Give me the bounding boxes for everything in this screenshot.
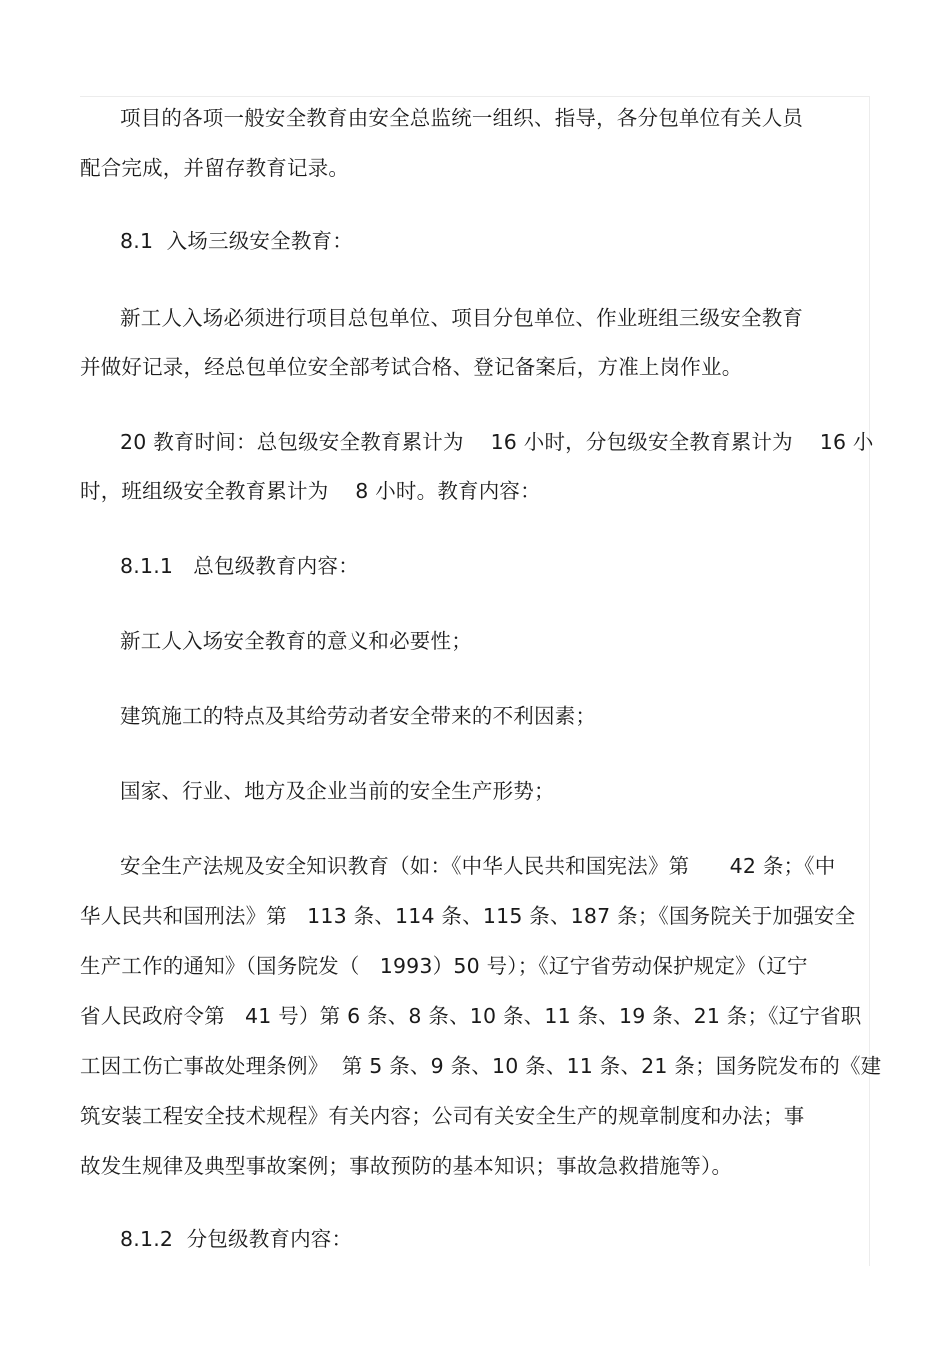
section-8-1-1-heading: 8.1.1 总包级教育内容： [120, 554, 359, 578]
laws-line-5: 工因工伤亡事故处理条例》 第 5 条、9 条、10 条、11 条、21 条；国务院发布的《建 [80, 1054, 882, 1078]
laws-line-3: 生产工作的通知》（国务院发（ 1993）50 号）；《辽宁省劳动保护规定》（辽宁 [80, 954, 808, 978]
intro-line-1: 项目的各项一般安全教育由安全总监统一组织、指导，各分包单位有关人员 [120, 106, 804, 130]
page-border-right [869, 96, 870, 1266]
laws-line-7: 故发生规律及典型事故案例；事故预防的基本知识；事故急救措施等）。 [80, 1154, 733, 1178]
section-8-1-body-line-1: 新工人入场必须进行项目总包单位、项目分包单位、作业班组三级安全教育 [120, 306, 804, 330]
section-8-1-2-heading: 8.1.2 分包级教育内容： [120, 1227, 353, 1251]
list-item: 建筑施工的特点及其给劳动者安全带来的不利因素； [120, 704, 597, 728]
intro-line-2: 配合完成，并留存教育记录。 [80, 156, 350, 180]
list-item: 新工人入场安全教育的意义和必要性； [120, 629, 472, 653]
time-line-2: 时，班组级安全教育累计为 8 小时。教育内容： [80, 479, 541, 503]
laws-line-1: 安全生产法规及安全知识教育（如：《中华人民共和国宪法》第 42 条；《中 [120, 854, 836, 878]
section-8-1-body-line-2: 并做好记录，经总包单位安全部考试合格、登记备案后，方准上岗作业。 [80, 355, 743, 379]
laws-line-6: 筑安装工程安全技术规程》有关内容；公司有关安全生产的规章制度和办法；事 [80, 1104, 805, 1128]
laws-line-2: 华人民共和国刑法》第 113 条、114 条、115 条、187 条；《国务院关于加强安全 [80, 904, 856, 928]
section-8-1-heading: 8.1 入场三级安全教育： [120, 229, 353, 253]
time-line-1: 20 教育时间：总包级安全教育累计为 16 小时，分包级安全教育累计为 16 小 [120, 430, 874, 454]
laws-line-4: 省人民政府令第 41 号）第 6 条、8 条、10 条、11 条、19 条、21 条；《辽宁省职 [80, 1004, 862, 1028]
page-border-top [80, 96, 870, 97]
list-item: 国家、行业、地方及企业当前的安全生产形势； [120, 779, 555, 803]
